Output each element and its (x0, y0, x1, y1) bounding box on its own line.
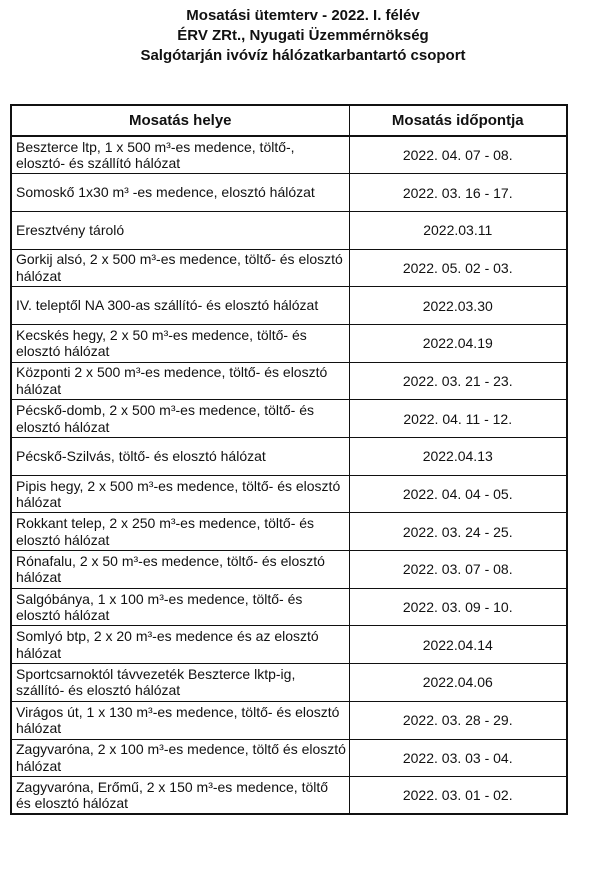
cell-date: 2022.04.14 (349, 626, 567, 664)
cell-location: Gorkij alsó, 2 x 500 m³-es medence, töltő- és elosztó hálózat (11, 249, 349, 287)
cell-location: Pipis hegy, 2 x 500 m³-es medence, töltő- és elosztó hálózat (11, 475, 349, 513)
table-row (11, 249, 567, 287)
cell-date: 2022. 05. 02 - 03. (349, 249, 567, 287)
cell-date: 2022. 03. 01 - 02. (349, 777, 567, 815)
table-row (11, 475, 567, 513)
cell-location: Kecskés hegy, 2 x 50 m³-es medence, töltő- és elosztó hálózat (11, 324, 349, 362)
table-row (11, 438, 567, 476)
cell-location: Rokkant telep, 2 x 250 m³-es medence, töltő- és elosztó hálózat (11, 513, 349, 551)
cell-date: 2022.04.06 (349, 664, 567, 702)
column-header-location: Mosatás helye (11, 105, 349, 136)
cell-location: Eresztvény tároló (11, 211, 349, 249)
cell-location: Salgóbánya, 1 x 100 m³-es medence, töltő- és elosztó hálózat (11, 588, 349, 626)
table-row (11, 777, 567, 815)
cell-location: Zagyvaróna, Erőmű, 2 x 150 m³-es medence, töltő és elosztó hálózat (11, 777, 349, 815)
cell-location: Központi 2 x 500 m³-es medence, töltő- és elosztó hálózat (11, 362, 349, 400)
table-row (11, 626, 567, 664)
cell-location: IV. teleptől NA 300-as szállító- és elosztó hálózat (11, 287, 349, 325)
cell-date: 2022. 03. 21 - 23. (349, 362, 567, 400)
cell-location: Rónafalu, 2 x 50 m³-es medence, töltő- és elosztó hálózat (11, 551, 349, 589)
table-header-row (11, 105, 567, 136)
table-row (11, 324, 567, 362)
cell-date: 2022. 04. 07 - 08. (349, 136, 567, 174)
cell-location: Sportcsarnoktól távvezeték Beszterce lktp-ig, szállító- és elosztó hálózat (11, 664, 349, 702)
cell-date: 2022.04.19 (349, 324, 567, 362)
table-row (11, 174, 567, 212)
cell-location: Zagyvaróna, 2 x 100 m³-es medence, töltő és elosztó hálózat (11, 739, 349, 777)
table-row (11, 588, 567, 626)
table-row (11, 400, 567, 438)
cell-date: 2022. 03. 07 - 08. (349, 551, 567, 589)
cell-date: 2022. 04. 11 - 12. (349, 400, 567, 438)
cell-date: 2022.03.11 (349, 211, 567, 249)
table-row (11, 551, 567, 589)
table-row (11, 136, 567, 174)
table-body (11, 136, 567, 814)
cell-location: Pécskő-domb, 2 x 500 m³-es medence, töltő- és elosztó hálózat (11, 400, 349, 438)
cell-date: 2022. 03. 24 - 25. (349, 513, 567, 551)
cell-location: Pécskő-Szilvás, töltő- és elosztó hálózat (11, 438, 349, 476)
table-row (11, 664, 567, 702)
cell-date: 2022. 03. 03 - 04. (349, 739, 567, 777)
group-name: Salgótarján ivóvíz hálózatkarbantartó csoport (140, 47, 466, 64)
table-row (11, 739, 567, 777)
table-row (11, 701, 567, 739)
cell-date: 2022.03.30 (349, 287, 567, 325)
cell-date: 2022. 04. 04 - 05. (349, 475, 567, 513)
cell-location: Somlyó btp, 2 x 20 m³-es medence és az elosztó hálózat (11, 626, 349, 664)
cell-date: 2022. 03. 16 - 17. (349, 174, 567, 212)
cell-location: Beszterce ltp, 1 x 500 m³-es medence, töltő-, elosztó- és szállító hálózat (11, 136, 349, 174)
table-row (11, 287, 567, 325)
table-row (11, 211, 567, 249)
company-name: ÉRV ZRt., Nyugati Üzemmérnökség (177, 27, 429, 44)
document-header (0, 6, 606, 66)
flushing-schedule-table (10, 104, 568, 815)
cell-location: Somoskő 1x30 m³ -es medence, elosztó hálózat (11, 174, 349, 212)
cell-date: 2022. 03. 09 - 10. (349, 588, 567, 626)
cell-date: 2022. 03. 28 - 29. (349, 701, 567, 739)
table-row (11, 513, 567, 551)
table-row (11, 362, 567, 400)
column-header-date: Mosatás időpontja (349, 105, 567, 136)
document-title: Mosatási ütemterv - 2022. I. félév (186, 7, 420, 24)
cell-date: 2022.04.13 (349, 438, 567, 476)
cell-location: Virágos út, 1 x 130 m³-es medence, töltő- és elosztó hálózat (11, 701, 349, 739)
